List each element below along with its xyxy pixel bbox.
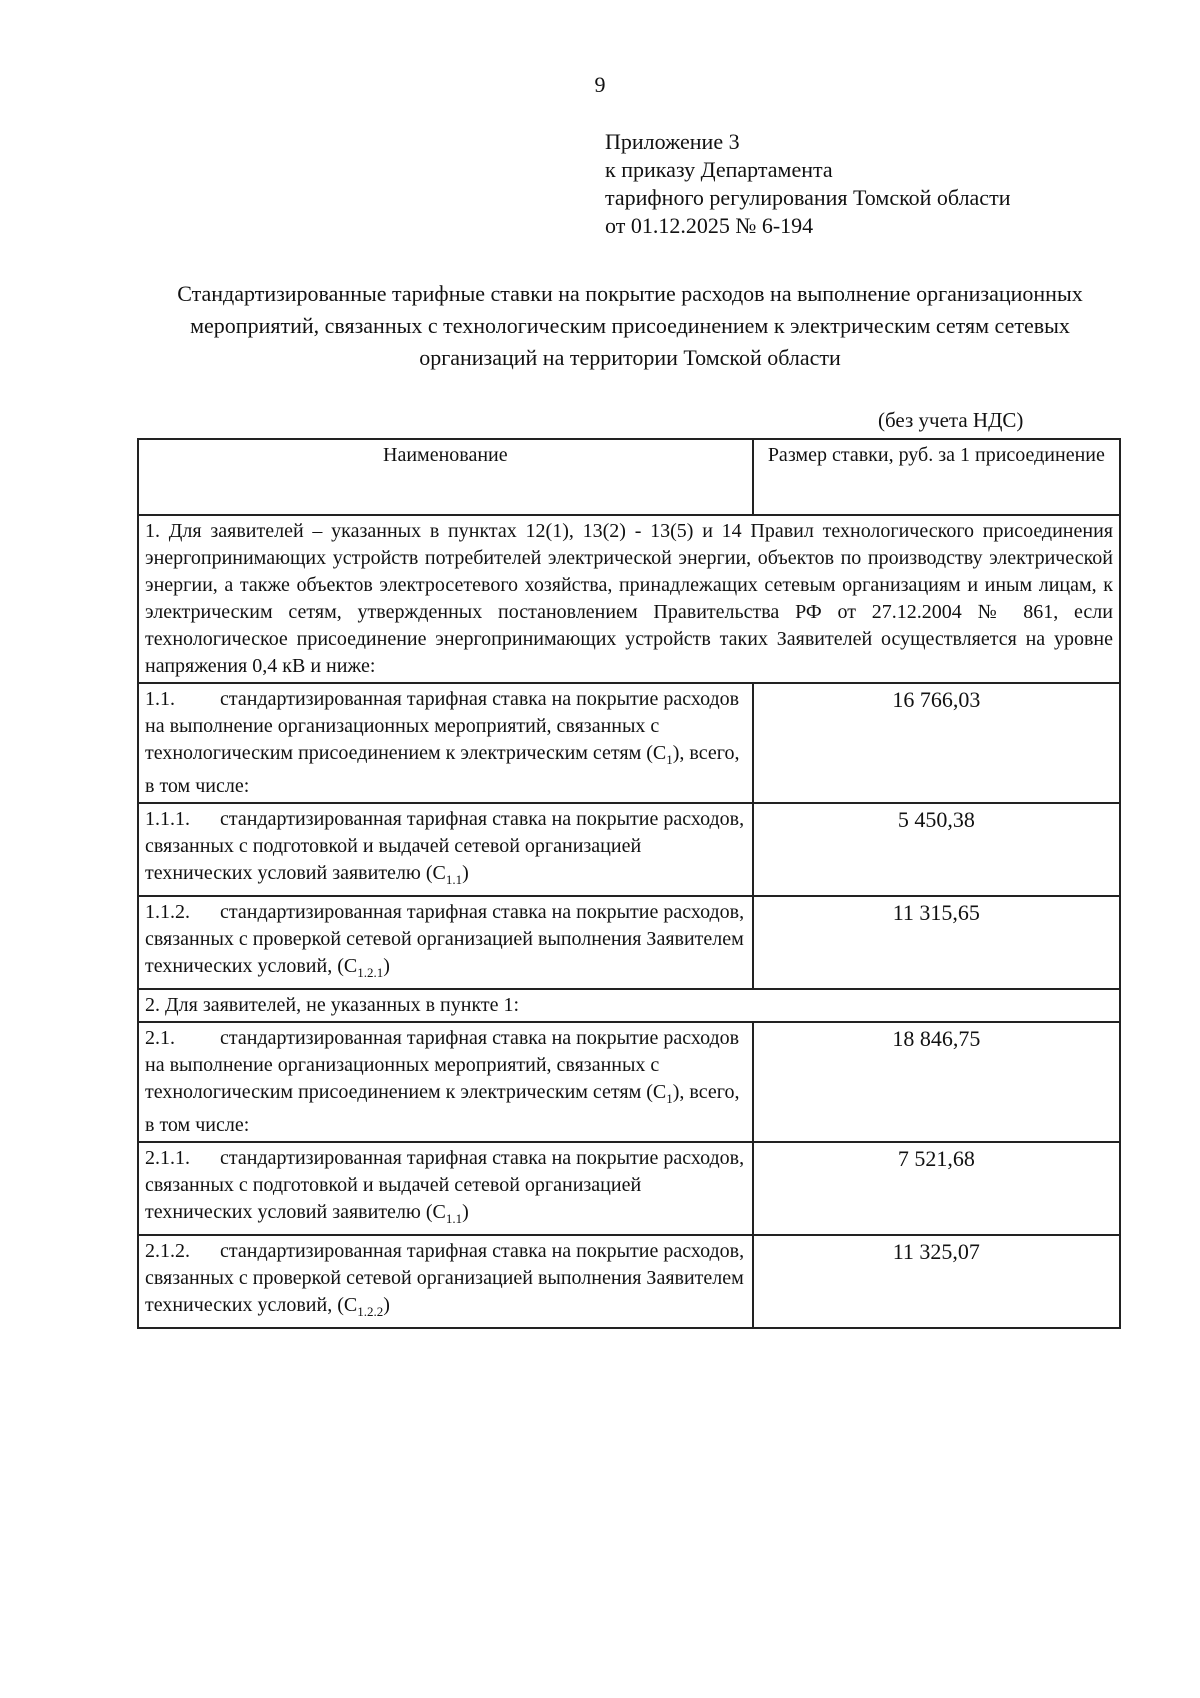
item-text: стандартизированная тарифная ставка на покрытие расходов на выполнение организационных мероприятий, связанных с технологическим присоединением к электрическим сетям (C [145,1027,740,1103]
item-tail: ), всего, в том числе: [145,1081,740,1136]
appendix-block [605,128,1010,240]
appendix-line: от 01.12.2025 № 6-194 [605,213,814,238]
item-text: стандартизированная тарифная ставка на покрытие расходов, связанных с проверкой сетевой организацией выполнения Заявителем технических условий, (C [145,901,745,977]
section-2-rows [138,1022,1120,1328]
item-subscript: 1 [666,1091,673,1106]
vat-note: (без учета НДС) [878,408,1024,432]
table-row [138,683,1120,803]
rate-name [138,1142,753,1235]
appendix-line: Приложение 3 [605,129,740,154]
item-number: 2.1.1. [145,1147,190,1169]
section-2-text: 2. Для заявителей, не указанных в пункте 1: [138,989,1120,1022]
table-row [138,896,1120,989]
table-row [138,1142,1120,1235]
page-number: 9 [594,72,606,97]
rate-name [138,896,753,989]
item-tail: ) [383,1294,390,1316]
section-1-rows [138,683,1120,989]
rates-table [137,438,1121,1329]
item-tail: ) [462,1201,469,1223]
table-row [138,1235,1120,1328]
rate-name [138,803,753,896]
item-subscript: 1.2.1 [357,965,384,980]
rate-value: 7 521,68 [753,1142,1120,1235]
item-number: 2.1.2. [145,1240,190,1262]
item-tail: ), всего, в том числе: [145,742,740,797]
rate-value: 16 766,03 [753,683,1120,803]
header-value: Размер ставки, руб. за 1 присоединение [753,439,1120,515]
item-number: 2.1. [145,1027,175,1049]
section-row [138,989,1120,1022]
item-subscript: 1.1 [445,1211,463,1226]
appendix-line: к приказу Департамента [605,157,833,182]
item-text: стандартизированная тарифная ставка на покрытие расходов, связанных с подготовкой и выдачей сетевой организацией технических условий заявителю (C [145,808,745,884]
rate-value: 11 325,07 [753,1235,1120,1328]
item-subscript: 1 [666,752,673,767]
section-1-text: 1. Для заявителей – указанных в пунктах 12(1), 13(2) - 13(5) и 14 Правил технологического присоединения энергопринимающих устройств потребителей электрической энергии, объектов по производству электрической энергии, а также объектов электросетевого хозяйства, принадлежащих сетевым организациям и иным лицам, к электрическим сетям, утвержденных постановлением Правительства РФ от 27.12.2004 № 861, если технологическое присоединение энергопринимающих устройств таких Заявителей осуществляется на уровне напряжения 0,4 кВ и ниже: [138,515,1120,683]
rate-name [138,1235,753,1328]
item-number: 1.1.2. [145,901,190,923]
rate-value: 18 846,75 [753,1022,1120,1142]
appendix-line: тарифного регулирования Томской области [605,185,1011,210]
table-header-row [138,439,1120,515]
table-row [138,1022,1120,1142]
item-text: стандартизированная тарифная ставка на покрытие расходов, связанных с проверкой сетевой организацией выполнения Заявителем технических условий, (C [145,1240,745,1316]
rate-value: 5 450,38 [753,803,1120,896]
document-title: Стандартизированные тарифные ставки на покрытие расходов на выполнение организационных мероприятий, связанных с технологическим присоединением к электрическим сетям сетевых организаций на территории Томской области [177,281,1083,370]
item-text: стандартизированная тарифная ставка на покрытие расходов на выполнение организационных мероприятий, связанных с технологическим присоединением к электрическим сетям (C [145,688,740,764]
item-number: 1.1.1. [145,808,190,830]
item-tail: ) [383,955,390,977]
section-row [138,515,1120,683]
item-tail: ) [462,862,469,884]
rate-name [138,683,753,803]
rate-value: 11 315,65 [753,896,1120,989]
table-row [138,803,1120,896]
item-text: стандартизированная тарифная ставка на покрытие расходов, связанных с подготовкой и выдачей сетевой организацией технических условий заявителю (C [145,1147,745,1223]
rate-name [138,1022,753,1142]
header-name: Наименование [138,439,753,515]
item-subscript: 1.1 [445,872,463,887]
item-number: 1.1. [145,688,175,710]
item-subscript: 1.2.2 [357,1304,384,1319]
